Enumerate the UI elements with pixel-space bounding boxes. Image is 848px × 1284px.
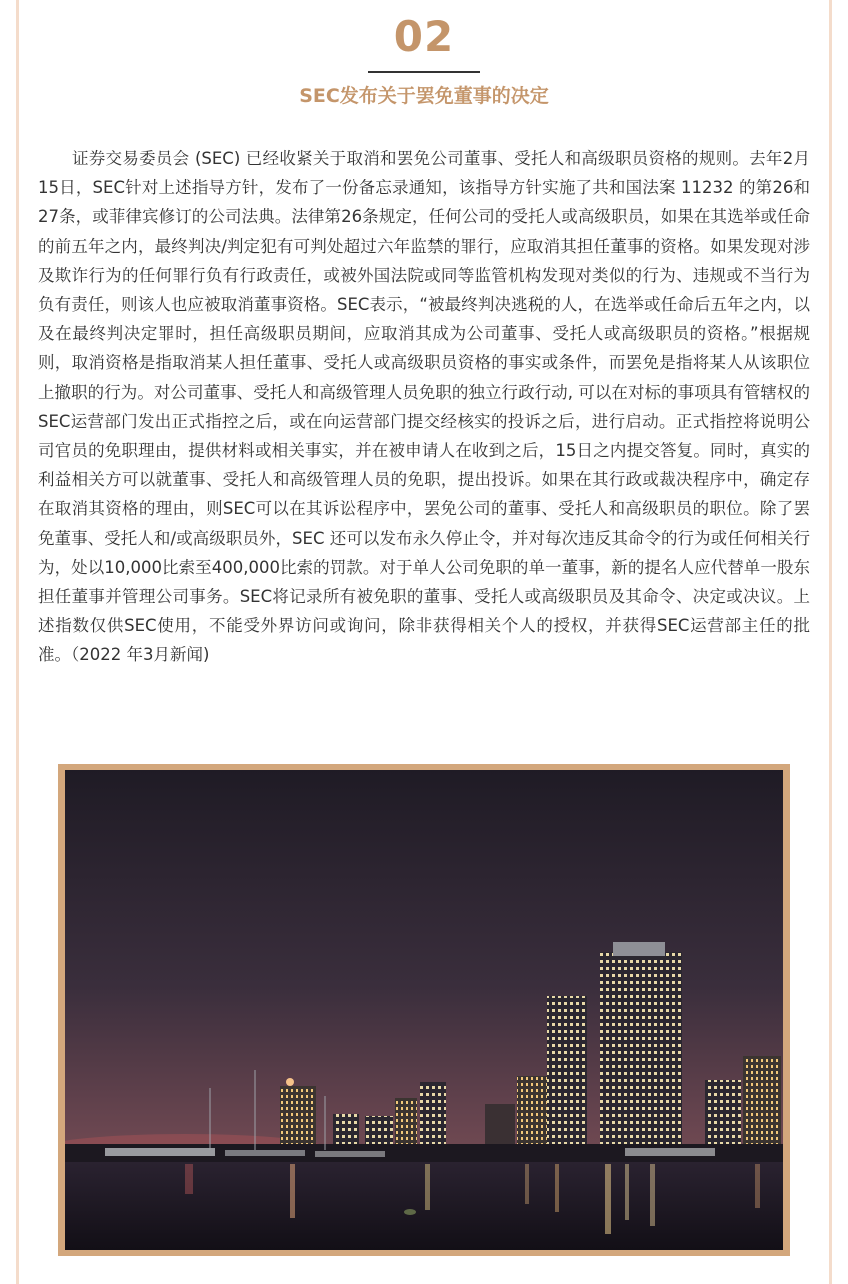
- article-body: 证券交易委员会 (SEC) 已经收紧关于取消和罢免公司董事、受托人和高级职员资格的规则。去年2月15日，SEC针对上述指导方针，发布了一份备忘录通知，该指导方针实施了共和国法案 11232 的第26和27条，或菲律宾修订的公司法典。法律第26条规定，任何公司的受托人或高级职员，如果在其选举或任命的前五年之内，最终判决/判定犯有可判处超过六年监禁的罪行，应取消其担任董事的资格。如果发现对涉及欺诈行为的任何罪行负有行政责任，或被外国法院或同等监管机构发现对类似的行为、违规或不当行为负有责任，则该人也应被取消董事资格。SEC表示，“被最终判决逃税的人，在选举或任命后五年之内，以及在最终判决定罪时，担任高级职员期间，应取消其成为公司董事、受托人或高级职员的资格。”根据规则，取消资格是指取消某人担任董事、受托人或高级职员资格的事实或条件，而罢免是指将某人从该职位上撤职的行为。对公司董事、受托人和高级管理人员免职的独立行政行动, 可以在对标的事项具有管辖权的SEC运营部门发出正式指控之后，或在向运营部门提交经核实的投诉之后，进行启动。正式指控将说明公司官员的免职理由，提供材料或相关事实，并在被申请人在收到之后，15日之内提交答复。同时，真实的利益相关方可以就董事、受托人和高级管理人员的免职，提出投诉。如果在其行政或裁决程序中，确定存在取消其资格的理由，则SEC可以在其诉讼程序中，罢免公司的董事、受托人和高级职员的职位。除了罢免董事、受托人和/或高级职员外，SEC 还可以发布永久停止令，并对每次违反其命令的行为或任何相关行为，处以10,000比索至400,000比索的罚款。对于单人公司免职的单一董事，新的提名人应代替单一股东担任董事并管理公司事务。SEC将记录所有被免职的董事、受托人或高级职员及其命令、决定或决议。上述指数仅供SEC使用，不能受外界访问或询问，除非获得相关个人的授权，并获得SEC运营部主任的批准。（2022 年3月新闻): [38, 149, 810, 665]
- title-divider: [368, 71, 480, 73]
- skyline-photo: [65, 770, 783, 1250]
- photo-frame: [58, 764, 790, 1256]
- section-title: SEC发布关于罢免董事的决定: [299, 85, 549, 107]
- right-border: [829, 0, 832, 1284]
- left-border: [16, 0, 19, 1284]
- section-number: 02: [393, 12, 455, 61]
